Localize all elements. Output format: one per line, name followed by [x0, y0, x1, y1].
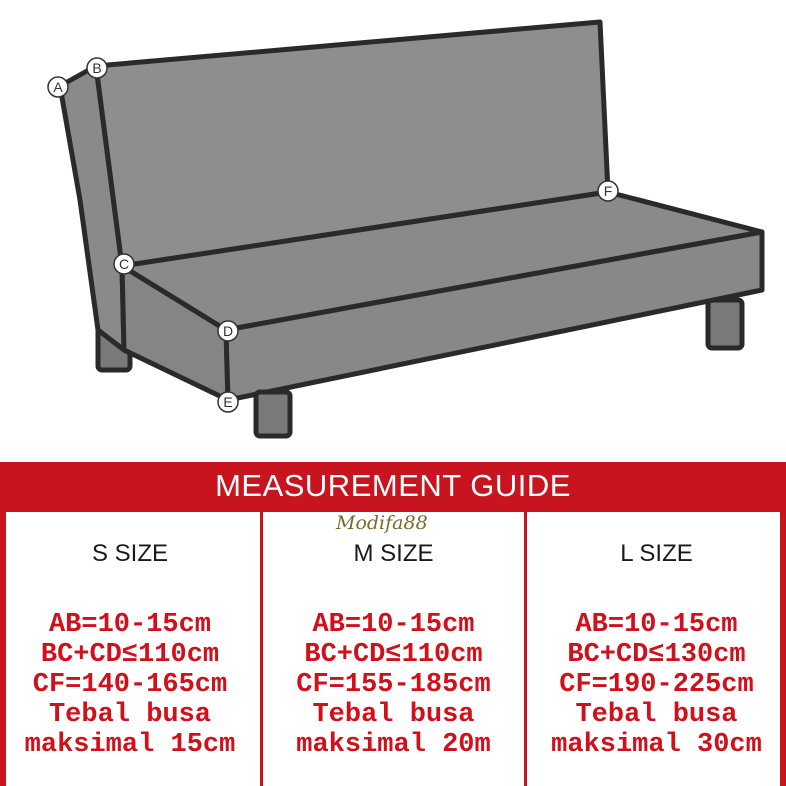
- size-column-l: [527, 512, 786, 786]
- spec-line: Tebal busa: [575, 700, 738, 730]
- banner-title: MEASUREMENT GUIDE: [215, 468, 571, 503]
- size-label: M SIZE: [353, 540, 434, 567]
- size-label: S SIZE: [91, 540, 169, 567]
- size-column-m: [263, 512, 524, 786]
- size-table: [0, 512, 786, 786]
- marker-c: [114, 254, 134, 274]
- size-specs: [263, 610, 524, 760]
- spec-line: BC+CD≤110cm: [40, 640, 220, 670]
- spec-line: maksimal 15cm: [24, 730, 236, 760]
- sofa-leg-back-right: [708, 300, 742, 348]
- spec-line: AB=10-15cm: [312, 610, 475, 640]
- size-specs: [0, 610, 260, 760]
- svg-text:F: F: [603, 183, 613, 199]
- spec-line: BC+CD≤130cm: [567, 640, 746, 670]
- sofa-leg-front: [256, 392, 290, 436]
- size-column-s: [0, 512, 260, 786]
- svg-text:D: D: [222, 323, 234, 339]
- spec-line: AB=10-15cm: [575, 610, 738, 640]
- spec-line: maksimal 30cm: [551, 730, 762, 760]
- brand-watermark: Modifa88: [336, 512, 428, 534]
- marker-d: [218, 321, 238, 341]
- spec-line: CF=155-185cm: [296, 670, 491, 700]
- svg-text:A: A: [53, 79, 63, 95]
- svg-text:B: B: [92, 60, 102, 76]
- marker-b: [87, 58, 107, 78]
- spec-line: Tebal busa: [48, 700, 212, 730]
- svg-text:C: C: [118, 256, 130, 272]
- size-specs: [527, 610, 786, 760]
- svg-text:E: E: [223, 394, 233, 410]
- spec-line: AB=10-15cm: [48, 610, 212, 640]
- spec-line: CF=140-165cm: [32, 670, 228, 700]
- spec-line: Tebal busa: [312, 700, 475, 730]
- size-label: L SIZE: [620, 540, 693, 567]
- marker-a: [48, 77, 68, 97]
- marker-e: [218, 392, 238, 412]
- spec-line: maksimal 20m: [296, 730, 491, 760]
- spec-line: BC+CD≤110cm: [304, 640, 483, 670]
- spec-line: CF=190-225cm: [559, 670, 754, 700]
- measurement-guide-banner: [0, 462, 786, 512]
- marker-f: [598, 181, 618, 201]
